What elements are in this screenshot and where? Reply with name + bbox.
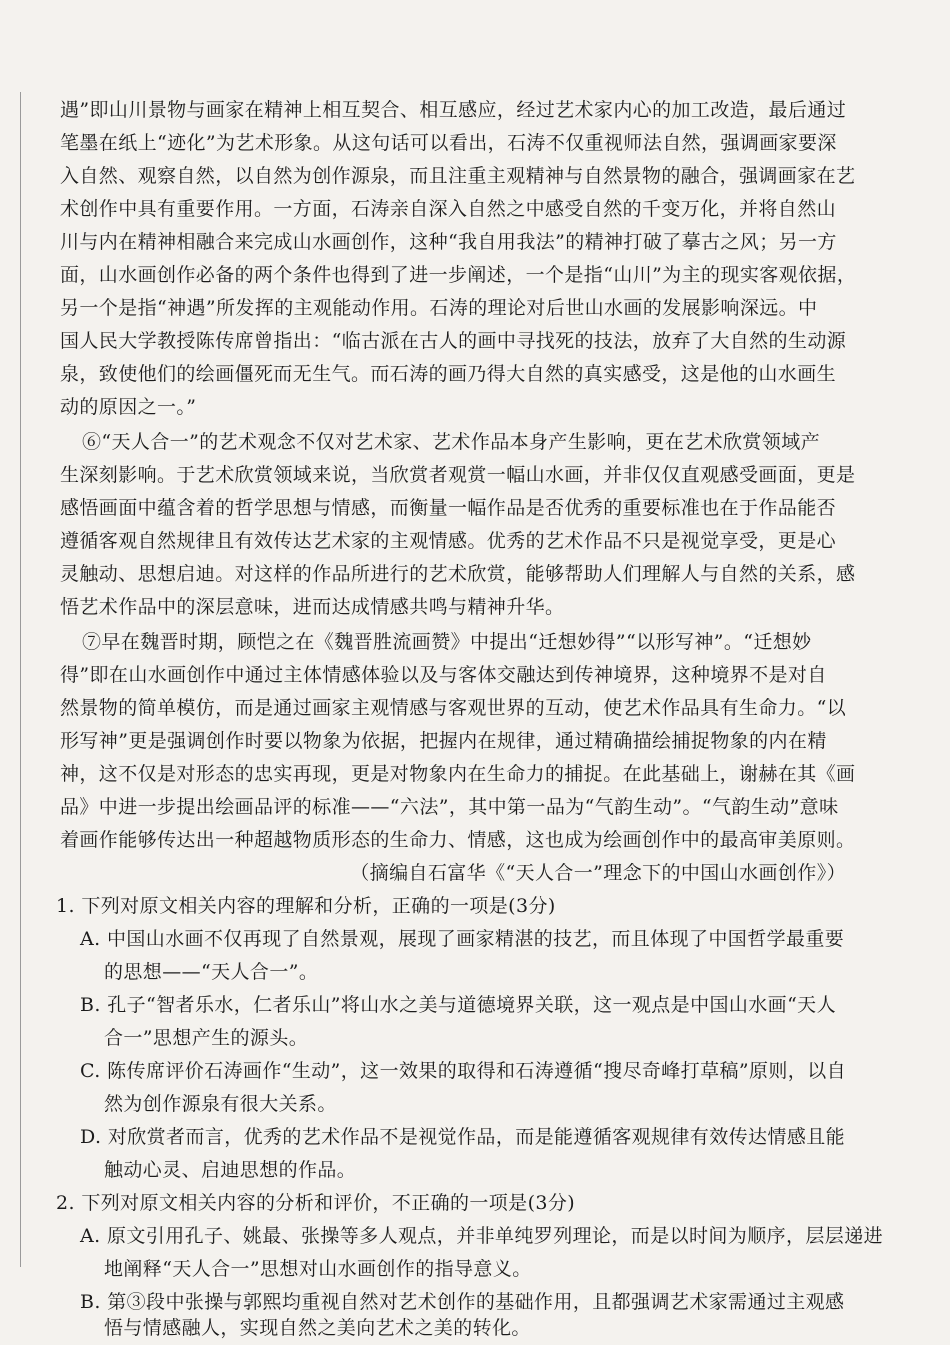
text-line: 面，山水画创作必备的两个条件也得到了进一步阐述，一个是指“山川”为主的现实客观依据， bbox=[60, 264, 857, 286]
option-text: A. 中国山水画不仅再现了自然景观，展现了画家精湛的技艺，而且体现了中国哲学最重要 bbox=[80, 928, 845, 950]
text-line: 遵循客观自然规律且有效传达艺术家的主观情感。优秀的艺术作品不只是视觉享受，更是心 bbox=[60, 530, 837, 552]
option-text: 地阐释“天人合一”思想对山水画创作的指导意义。 bbox=[104, 1258, 532, 1280]
option-text: D. 对欣赏者而言，优秀的艺术作品不是视觉作品，而是能遵循客观规律有效传达情感且能 bbox=[80, 1126, 846, 1148]
text-line: 川与内在精神相融合来完成山水画创作，这种“我自用我法”的精神打破了摹古之风；另一方 bbox=[60, 231, 837, 253]
option-text: A. 原文引用孔子、姚最、张操等多人观点，并非单纯罗列理论，而是以时间为顺序，层层递进 bbox=[80, 1225, 884, 1247]
option-text: 然为创作源泉有很大关系。 bbox=[104, 1093, 337, 1115]
text-line: 动的原因之一。” bbox=[60, 396, 197, 418]
text-line: 遇”即山川景物与画家在精神上相互契合、相互感应，经过艺术家内心的加工改造，最后通过 bbox=[60, 99, 847, 121]
source-citation: （摘编自石富华《“天人合一”理念下的中国山水画创作》） bbox=[350, 862, 846, 884]
text-line: 悟艺术作品中的深层意味，进而达成情感共鸣与精神升华。 bbox=[60, 596, 565, 618]
text-line: 生深刻影响。于艺术欣赏领域来说，当欣赏者观赏一幅山水画，并非仅仅直观感受画面，更是 bbox=[60, 464, 856, 486]
text-line: 品》中进一步提出绘画品评的标准——“六法”，其中第一品为“气韵生动”。“气韵生动”意味 bbox=[60, 796, 839, 818]
text-line: 入自然、观察自然，以自然为创作源泉，而且注重主观精神与自然景物的融合，强调画家在艺 bbox=[60, 165, 856, 187]
text-line: 术创作中具有重要作用。一方面，石涛亲自深入自然之中感受自然的千变万化，并将自然山 bbox=[60, 198, 837, 220]
text-line: 国人民大学教授陈传席曾指出：“临古派在古人的画中寻找死的技法，放弃了大自然的生动源 bbox=[60, 330, 847, 352]
text-line: 着画作能够传达出一种超越物质形态的生命力、情感，这也成为绘画创作中的最高审美原则。 bbox=[60, 829, 856, 851]
text-line: 另一个是指“神遇”所发挥的主观能动作用。石涛的理论对后世山水画的发展影响深远。中 bbox=[60, 297, 818, 319]
option-text: C. 陈传席评价石涛画作“生动”，这一效果的取得和石涛遵循“搜尽奇峰打草稿”原则，以自 bbox=[80, 1060, 846, 1082]
text-line: 然景物的简单模仿，而是通过画家主观情感与客观世界的互动，使艺术作品具有生命力。“以 bbox=[60, 697, 847, 719]
text-line: 泉，致使他们的绘画僵死而无生气。而石涛的画乃得大自然的真实感受，这是他的山水画生 bbox=[60, 363, 837, 385]
option-text: B. 孔子“智者乐水，仁者乐山”将山水之美与道德境界关联，这一观点是中国山水画“天人 bbox=[80, 994, 836, 1016]
text-line: 灵触动、思想启迪。对这样的作品所进行的艺术欣赏，能够帮助人们理解人与自然的关系，感 bbox=[60, 563, 856, 585]
option-text: 合一”思想产生的源头。 bbox=[104, 1027, 309, 1049]
text-line: ⑦早在魏晋时期，顾恺之在《魏晋胜流画赞》中提出“迁想妙得”“以形写神”。“迁想妙 bbox=[82, 631, 812, 653]
question-stem: 2. 下列对原文相关内容的分析和评价，不正确的一项是(3分) bbox=[56, 1192, 576, 1214]
option-text: 悟与情感融人，实现自然之美向艺术之美的转化。 bbox=[104, 1317, 531, 1339]
text-line: 笔墨在纸上“迹化”为艺术形象。从这句话可以看出，石涛不仅重视师法自然，强调画家要深 bbox=[60, 132, 837, 154]
text-line: 形写神”更是强调创作时要以物象为依据，把握内在规律，通过精确描绘捕捉物象的内在精 bbox=[60, 730, 827, 752]
text-line: 感悟画面中蕴含着的哲学思想与情感，而衡量一幅作品是否优秀的重要标准也在于作品能否 bbox=[60, 497, 837, 519]
option-text: 的思想——“天人合一”。 bbox=[104, 961, 319, 983]
option-text: 触动心灵、启迪思想的作品。 bbox=[104, 1159, 357, 1181]
text-line: 得”即在山水画创作中通过主体情感体验以及与客体交融达到传神境界，这种境界不是对自 bbox=[60, 664, 827, 686]
text-line: 神，这不仅是对形态的忠实再现，更是对物象内在生命力的捕捉。在此基础上，谢赫在其《画 bbox=[60, 763, 856, 785]
option-text: B. 第③段中张操与郭熙均重视自然对艺术创作的基础作用，且都强调艺术家需通过主观感 bbox=[80, 1291, 845, 1313]
text-line: ⑥“天人合一”的艺术观念不仅对艺术家、艺术作品本身产生影响，更在艺术欣赏领域产 bbox=[82, 431, 821, 453]
question-stem: 1. 下列对原文相关内容的理解和分析，正确的一项是(3分) bbox=[56, 895, 556, 917]
